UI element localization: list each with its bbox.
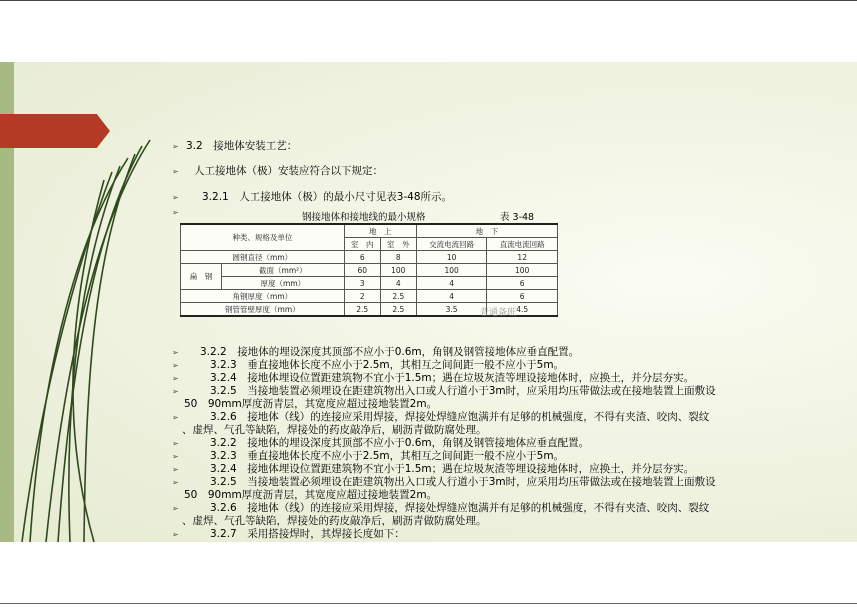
arrow-bullet-icon: ➢	[172, 167, 179, 176]
table-cell: 100	[487, 264, 558, 277]
body-line-text: 3.2.6 接地体（线）的连接应采用焊接，焊接处焊缝应饱满并有足够的机械强度，不得有夹渣、咬肉、裂纹	[210, 411, 710, 423]
table-cell: 4	[416, 290, 487, 303]
body-line-text: 、虚焊、气孔等缺陷，焊接处的药皮敲净后，刷沥青做防腐处理。	[182, 515, 487, 527]
arrow-bullet-icon: ➢	[172, 504, 179, 513]
table-cell: 100	[416, 264, 487, 277]
table-header-cell: 室 外	[380, 238, 416, 251]
arrow-bullet-icon: ➢	[172, 348, 179, 357]
table-cell: 4	[416, 277, 487, 290]
table-header-cell: 地 下	[416, 224, 557, 238]
table-cell: 扁 钢	[181, 264, 222, 290]
body-line-text: 3.2.7 采用搭接焊时，其焊接长度如下：	[210, 528, 405, 540]
table-header-row	[181, 224, 558, 238]
table-header-cell: 交流电流回路	[416, 238, 487, 251]
arrow-bullet-icon: ➢	[172, 478, 179, 487]
arrow-bullet-icon: ➢	[172, 452, 179, 461]
bottom-border	[0, 603, 857, 604]
table-cell: 圆钢直径（mm）	[181, 251, 345, 264]
table-cell: 2	[344, 290, 380, 303]
arrow-bullet-icon: ➢	[172, 208, 179, 217]
spec-table	[180, 223, 558, 317]
body-line-text: 3.2.5 当接地装置必须埋设在距建筑物出入口或人行道小于3m时，应采用均压带做法或在接地装置上面敷设	[210, 476, 716, 488]
body-line-text: 50 90mm厚度沥青层，其宽度应超过接地装置2m。	[184, 398, 438, 410]
section-title: 3.2 接地体安装工艺：	[186, 140, 298, 152]
table-cell: 角钢厚度（mm）	[181, 290, 345, 303]
table-cell: 4	[380, 277, 416, 290]
arrow-bullet-icon: ➢	[172, 193, 179, 202]
table-caption: 钢接地体和接地线的最小规格	[302, 212, 426, 223]
watermark: 普通备班	[480, 308, 517, 318]
top-border	[0, 0, 857, 1]
body-line-text: 3.2.4 接地体埋设位置距建筑物不宜小于1.5m；遇在垃圾灰渣等埋设接地体时，应换土，并分层夯实。	[210, 372, 695, 384]
body-line-text: 50 90mm厚度沥青层，其宽度应超过接地装置2m。	[184, 489, 438, 501]
table-row	[181, 264, 558, 277]
table-number: 表 3-48	[500, 212, 535, 223]
table-header-cell: 室 内	[344, 238, 380, 251]
body-line-text: 、虚焊、气孔等缺陷，焊接处的药皮敲净后，刷沥青做防腐处理。	[182, 424, 487, 436]
table-header-cell: 种类、规格及单位	[181, 224, 345, 251]
table-cell: 10	[416, 251, 487, 264]
table-cell: 厚度（mm）	[222, 277, 345, 290]
body-line-text: 3.2.6 接地体（线）的连接应采用焊接，焊接处焊缝应饱满并有足够的机械强度，不得有夹渣、咬肉、裂纹	[210, 502, 710, 514]
table-row	[181, 251, 558, 264]
arrow-bullet-icon: ➢	[172, 530, 179, 539]
table-header-cell: 地 上	[344, 224, 416, 238]
table-row	[181, 277, 558, 290]
table-cell: 3	[344, 277, 380, 290]
body-line-text: 3.2.3 垂直接地体长度不应小于2.5m，其相互之间间距一般不应小于5m。	[210, 359, 565, 371]
table-cell: 100	[380, 264, 416, 277]
table-cell: 2.5	[344, 303, 380, 317]
table-cell: 2.5	[380, 303, 416, 317]
body-line-text: 3.2.3 垂直接地体长度不应小于2.5m，其相互之间间距一般不应小于5m。	[210, 450, 565, 462]
table-cell: 4.5	[487, 303, 558, 317]
arrow-bullet-icon: ➢	[172, 361, 179, 370]
red-tab-marker	[0, 114, 110, 148]
table-cell: 12	[487, 251, 558, 264]
table-cell: 6	[487, 277, 558, 290]
body-line-text: 3.2.2 接地体的埋设深度其顶部不应小于0.6m，角钢及钢管接地体应垂直配置。	[210, 437, 590, 449]
arrow-bullet-icon: ➢	[172, 387, 179, 396]
table-row	[181, 290, 558, 303]
table-cell: 钢管管壁厚度（mm）	[181, 303, 345, 317]
table-cell: 8	[380, 251, 416, 264]
body-line-text: 3.2.2 接地体的埋设深度其顶部不应小于0.6m，角钢及钢管接地体应垂直配置。	[200, 346, 580, 358]
table-cell: 截面（mm²）	[222, 264, 345, 277]
body-line-text: 3.2.4 接地体埋设位置距建筑物不宜小于1.5m；遇在垃圾灰渣等埋设接地体时，应换土，并分层夯实。	[210, 463, 695, 475]
table-cell: 6	[344, 251, 380, 264]
table-cell: 3.5	[416, 303, 487, 317]
arrow-bullet-icon: ➢	[172, 142, 179, 151]
item-321-text: 3.2.1 人工接地体（极）的最小尺寸见表3-48所示。	[202, 191, 453, 203]
arrow-bullet-icon: ➢	[172, 439, 179, 448]
table-cell: 2.5	[380, 290, 416, 303]
body-line-text: 3.2.5 当接地装置必须埋设在距建筑物出入口或人行道小于3m时，应采用均压带做法或在接地装置上面敷设	[210, 385, 716, 397]
table-cell: 6	[487, 290, 558, 303]
intro-text: 人工接地体（极）安装应符合以下规定：	[194, 165, 383, 177]
arrow-bullet-icon: ➢	[172, 465, 179, 474]
arrow-bullet-icon: ➢	[172, 374, 179, 383]
table-header-cell: 直流电流回路	[487, 238, 558, 251]
arrow-bullet-icon: ➢	[172, 413, 179, 422]
table-cell: 60	[344, 264, 380, 277]
